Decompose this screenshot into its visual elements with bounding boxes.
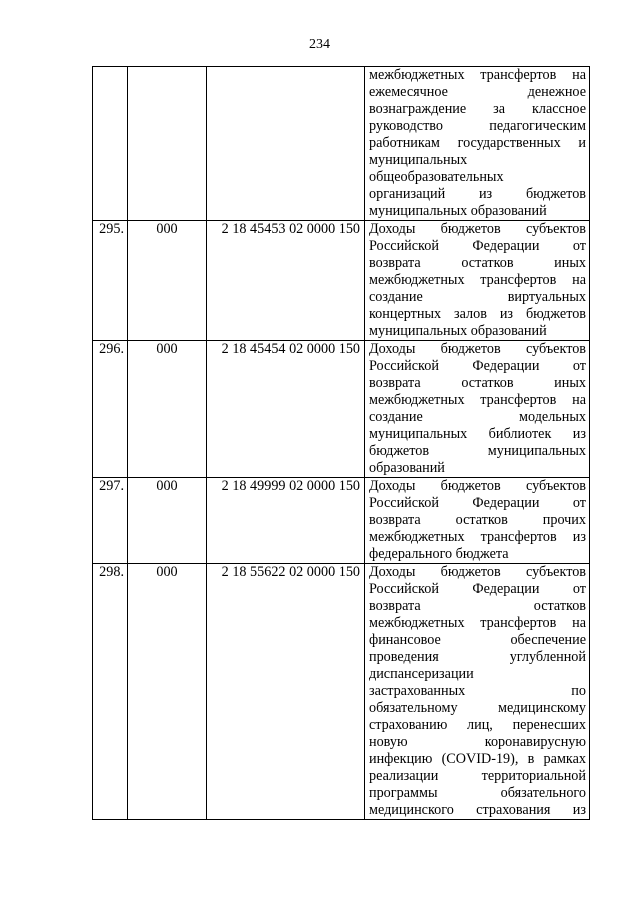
budget-code-cell [207, 67, 365, 221]
description-line: образований [369, 460, 445, 476]
description-line: муниципальных [369, 152, 468, 168]
description-line: возврата остатков иных [369, 375, 586, 391]
description-line: межбюджетных трансфертов на [369, 272, 586, 288]
table-row [93, 341, 590, 478]
description-cell [365, 564, 590, 820]
description-cell [365, 221, 590, 341]
description-line: инфекцию (COVID-19), в рамках [369, 751, 586, 767]
description-line: Доходы бюджетов субъектов [369, 564, 586, 580]
description-line: работникам государственных и [369, 135, 586, 151]
table-row [93, 564, 590, 820]
admin-code-cell: 000 [128, 564, 207, 820]
admin-code-cell [128, 67, 207, 221]
description-line: ежемесячное денежное [369, 84, 586, 100]
description-line: возврата остатков [369, 598, 586, 614]
description-line: медицинского страхования из [369, 802, 586, 818]
budget-code-cell: 2 18 45454 02 0000 150 [207, 341, 365, 478]
table-row [93, 478, 590, 564]
description-line: межбюджетных трансфертов из [369, 529, 586, 545]
description-line: Российской Федерации от [369, 495, 586, 511]
description-line: Доходы бюджетов субъектов [369, 478, 586, 494]
description-line: обязательному медицинскому [369, 700, 586, 716]
admin-code-cell: 000 [128, 221, 207, 341]
description-line: возврата остатков прочих [369, 512, 586, 528]
description-line: создание модельных [369, 409, 586, 425]
description-line: Российской Федерации от [369, 358, 586, 374]
description-line: застрахованных по [369, 683, 586, 699]
description-line: Российской Федерации от [369, 238, 586, 254]
description-cell [365, 341, 590, 478]
revenue-classification-table [92, 66, 590, 820]
page-number: 234 [309, 37, 330, 52]
budget-code-cell: 2 18 55622 02 0000 150 [207, 564, 365, 820]
table-row [93, 221, 590, 341]
description-line: муниципальных образований [369, 203, 547, 219]
description-line: межбюджетных трансфертов на [369, 615, 586, 631]
description-line: вознаграждение за классное [369, 101, 586, 117]
description-line: программы обязательного [369, 785, 586, 801]
description-line: муниципальных библиотек из [369, 426, 586, 442]
description-line: межбюджетных трансфертов на [369, 67, 586, 83]
description-line: общеобразовательных [369, 169, 504, 185]
description-cell [365, 67, 590, 221]
admin-code-cell: 000 [128, 341, 207, 478]
description-line: проведения углубленной [369, 649, 586, 665]
description-line: Доходы бюджетов субъектов [369, 341, 586, 357]
description-line: реализации территориальной [369, 768, 586, 784]
row-number-cell: 296. [93, 341, 128, 478]
description-line: руководство педагогическим [369, 118, 586, 134]
table-body [93, 67, 590, 820]
budget-code-cell: 2 18 49999 02 0000 150 [207, 478, 365, 564]
description-line: бюджетов муниципальных [369, 443, 586, 459]
description-line: организаций из бюджетов [369, 186, 586, 202]
description-line: диспансеризации [369, 666, 474, 682]
description-line: Доходы бюджетов субъектов [369, 221, 586, 237]
row-number-cell [93, 67, 128, 221]
row-number-cell: 295. [93, 221, 128, 341]
row-number-cell: 297. [93, 478, 128, 564]
admin-code-cell: 000 [128, 478, 207, 564]
description-line: Российской Федерации от [369, 581, 586, 597]
description-line: муниципальных образований [369, 323, 547, 339]
description-line: федерального бюджета [369, 546, 509, 562]
description-line: межбюджетных трансфертов на [369, 392, 586, 408]
description-line: создание виртуальных [369, 289, 586, 305]
description-cell [365, 478, 590, 564]
budget-code-cell: 2 18 45453 02 0000 150 [207, 221, 365, 341]
row-number-cell: 298. [93, 564, 128, 820]
description-line: финансовое обеспечение [369, 632, 586, 648]
table-row [93, 67, 590, 221]
description-line: страхованию лиц, перенесших [369, 717, 586, 733]
description-line: концертных залов из бюджетов [369, 306, 586, 322]
description-line: новую коронавирусную [369, 734, 586, 750]
description-line: возврата остатков иных [369, 255, 586, 271]
